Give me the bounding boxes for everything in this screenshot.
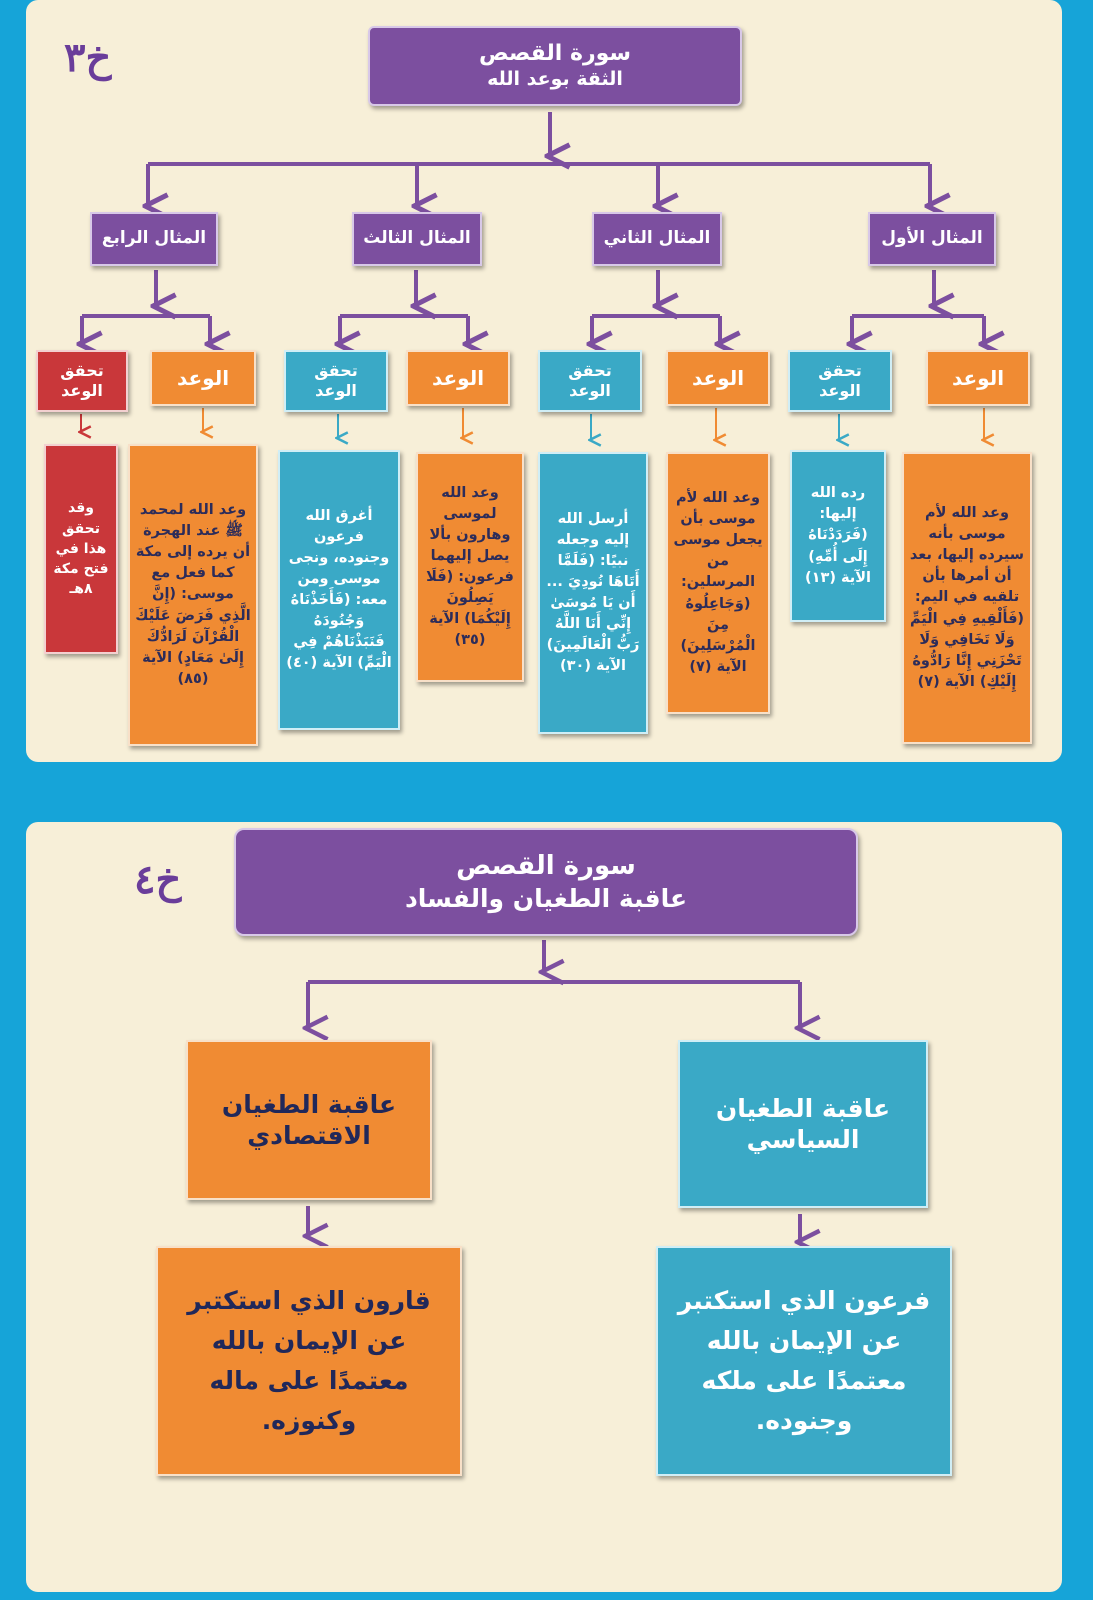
diagram-subtitle: عاقبة الطغيان والفساد — [404, 883, 688, 913]
political-tyranny-box — [678, 1040, 928, 1208]
example-1-fulfilled-label: تحقق الوعد — [788, 350, 892, 412]
economic-tyranny-label: عاقبة الطغيان الاقتصادي — [221, 1089, 397, 1150]
example-4-promise-label: الوعد — [150, 350, 256, 406]
diagram-title-box — [234, 828, 858, 936]
example-1-fulfilled-text: رده الله إليها: (فَرَدَدْنَاهُ إِلَى أُمِّهِ) الآية (١٣) — [790, 450, 886, 622]
pharaoh-box — [656, 1246, 952, 1476]
diagram-title: سورة القصص — [478, 41, 632, 67]
example-1-promise-label: الوعد — [926, 350, 1030, 406]
political-tyranny-label: عاقبة الطغيان السياسي — [715, 1093, 891, 1154]
example-1-header: المثال الأول — [868, 212, 996, 266]
example-4-promise-text: وعد الله لمحمد ﷺ عند الهجرة أن يرده إلى مكة كما فعل مع موسى: (إِنَّ الَّذِي فَرَضَ عَلَيْكَ الْقُرْآنَ لَرَادُّكَ إِلَىٰ مَعَادٍ) الآية (٨٥) — [128, 444, 258, 746]
example-3-fulfilled-label: تحقق الوعد — [284, 350, 388, 412]
example-2-promise-text: وعد الله لأم موسى بأن يجعل موسى من المرسلين: (وَجَاعِلُوهُ مِنَ الْمُرْسَلِينَ) الآية (٧) — [666, 452, 770, 714]
diagram-title: سورة القصص — [456, 851, 636, 882]
qarun-box — [156, 1246, 462, 1476]
example-2-fulfilled-label: تحقق الوعد — [538, 350, 642, 412]
diagram-subtitle: الثقة بوعد الله — [487, 67, 623, 90]
example-4-header: المثال الرابع — [90, 212, 218, 266]
example-3-promise-text: وعد الله لموسى وهارون بألا يصل إليهما فرعون: (فَلَا يَصِلُونَ إِلَيْكُمَا) الآية (٣٥) — [416, 452, 524, 682]
example-3-fulfilled-text: أغرق الله فرعون وجنوده، ونجى موسى ومن معه: (فَأَخَذْنَاهُ وَجُنُودَهُ فَنَبَذْنَاهُمْ فِي الْيَمِّ) الآية (٤٠) — [278, 450, 400, 730]
diagram-title-box — [368, 26, 742, 106]
example-2-promise-label: الوعد — [666, 350, 770, 406]
example-4-fulfilled-label: تحقق الوعد — [36, 350, 128, 412]
diagram-panel-2 — [26, 822, 1062, 1592]
example-4-fulfilled-text: وقد تحقق هذا في فتح مكة ٨هـ — [44, 444, 118, 654]
diagram-panel-1 — [26, 0, 1062, 762]
qarun-detail: قارون الذي استكتبر عن الإيمان بالله معتمدًا على ماله وكنوزه. — [187, 1286, 431, 1435]
diagram-code-label: خ٣ — [64, 34, 112, 81]
example-1-promise-text: وعد الله لأم موسى بأنه سيرده إليها، بعد أن أمرها بأن تلقيه في اليم: (فَأَلْقِيهِ فِي الْيَمِّ وَلَا تَخَافِي وَلَا تَحْزَنِي إِنَّا رَادُّوهُ إِلَيْكِ) الآية (٧) — [902, 452, 1032, 744]
example-2-fulfilled-text: أرسل الله إليه وجعله نبيًا: (فَلَمَّا أَتَاهَا نُودِيَ ... أَن يَا مُوسَىٰ إِنِّي أَنَا اللَّهُ رَبُّ الْعَالَمِينَ) الآية (٣٠) — [538, 452, 648, 734]
economic-tyranny-box — [186, 1040, 432, 1200]
pharaoh-detail: فرعون الذي استكتبر عن الإيمان بالله معتمدًا على ملكه وجنوده. — [677, 1286, 931, 1435]
example-3-header: المثال الثالث — [352, 212, 482, 266]
example-3-promise-label: الوعد — [406, 350, 510, 406]
diagram-code-label: خ٤ — [134, 856, 182, 903]
example-2-header: المثال الثاني — [592, 212, 722, 266]
